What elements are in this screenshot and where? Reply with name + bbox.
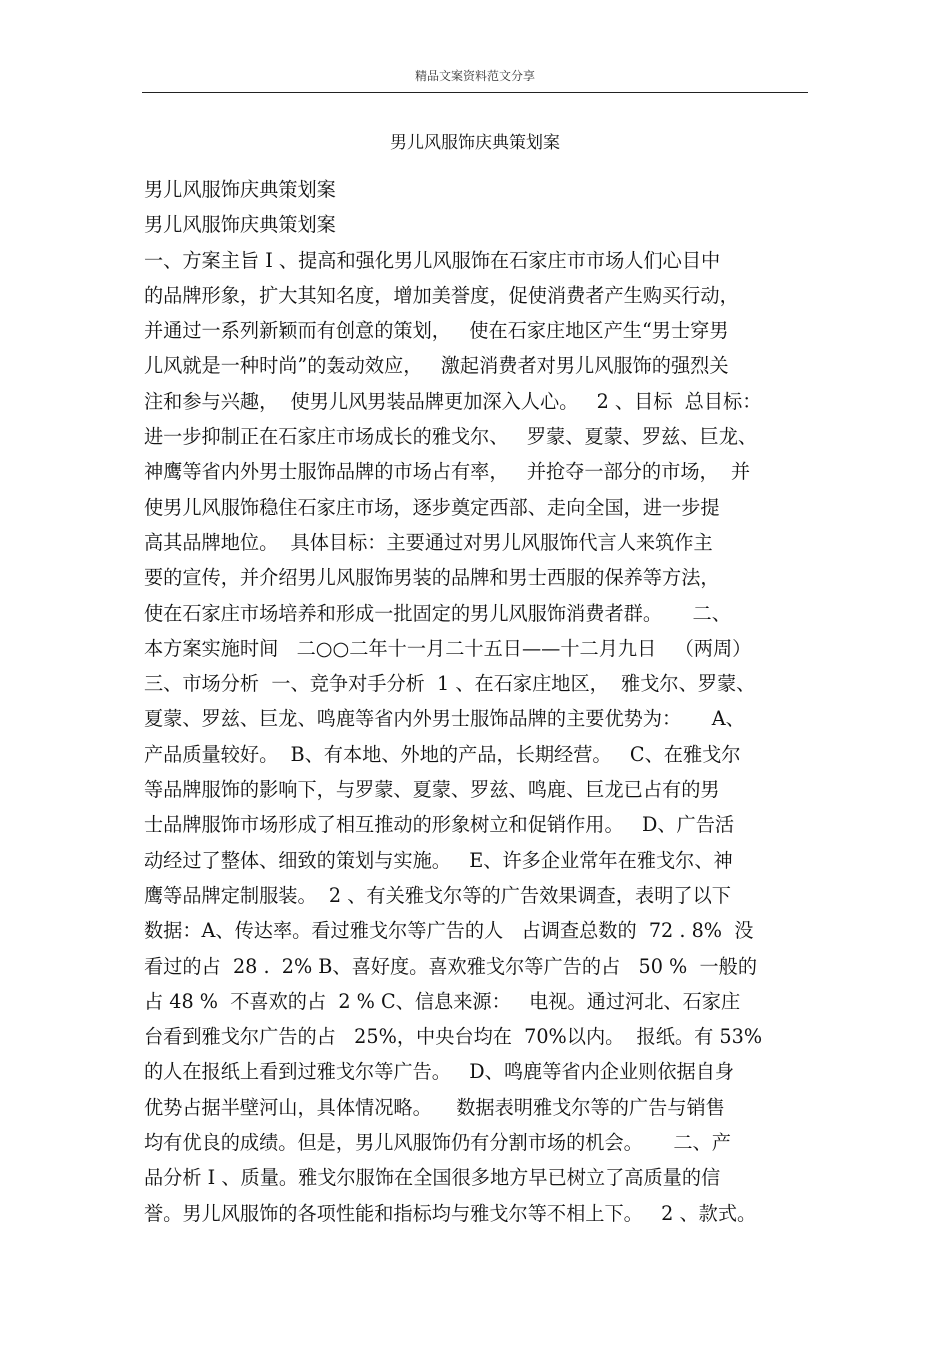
text-line: 士品牌服饰市场形成了相互推动的形象树立和促销作用。 D、广告活 [144, 813, 735, 837]
text-line: 男儿风服饰庆典策划案 [144, 213, 336, 237]
text-line: 男儿风服饰庆典策划案 [144, 178, 336, 201]
text-line: 一、方案主旨 Ⅰ 、提高和强化男儿风服饰在石家庄市市场人们心目中 [144, 248, 721, 272]
text-line: 儿风就是一种时尚”的轰动效应， 激起消费者对男儿风服饰的强烈关 [144, 354, 729, 378]
text-line: 誉。男儿风服饰的各项性能和指标均与雅戈尔等不相上下。 2 、款式。 [144, 1201, 757, 1225]
text-line: 使在石家庄市场培养和形成一批固定的男儿风服饰消费者群。 二、 [144, 601, 731, 625]
text-line: 占 48 % 不喜欢的占 2 % C、信息来源： 电视。通过河北、石家庄 [144, 989, 741, 1013]
document-title: 男儿风服饰庆典策划案 [390, 133, 560, 153]
text-line: 均有优良的成绩。但是，男儿风服饰仍有分割市场的机会。 二、产 [144, 1131, 731, 1155]
text-line: 的人在报纸上看到过雅戈尔等广告。 D、鸣鹿等省内企业则依据自身 [144, 1060, 735, 1084]
text-line: 高其品牌地位。 具体目标：主要通过对男儿风服饰代言人来筑作主 [144, 530, 713, 554]
text-line: 看过的占 28 . 2% B、喜好度。喜欢雅戈尔等广告的占 50 % 一般的 [144, 954, 758, 978]
text-line: 等品牌服饰的影响下，与罗蒙、夏蒙、罗兹、鸣鹿、巨龙已占有的男 [144, 778, 720, 802]
text-line: 台看到雅戈尔广告的占 25%，中央台均在 70%以内。 报纸。有 53% [144, 1025, 763, 1049]
text-line: 动经过了整体、细致的策划与实施。 E、许多企业常年在雅戈尔、神 [144, 848, 733, 872]
document-body [144, 172, 814, 1231]
text-line: 本方案实施时间 二○○二年十一月二十五日——十二月九日 （两周） [144, 636, 752, 660]
text-line: 神鹰等省内外男士服饰品牌的市场占有率， 并抢夺一部分的市场， 并 [144, 460, 751, 484]
text-line: 使男儿风服饰稳住石家庄市场，逐步奠定西部、走向全国，进一步提 [144, 495, 720, 519]
text-line: 注和参与兴趣， 使男儿风男装品牌更加深入人心。 2 、目标 总目标： [144, 389, 762, 413]
page-header-text: 精品文案资料范文分享 [414, 69, 535, 83]
text-line: 优势占据半壁河山，具体情况略。 数据表明雅戈尔等的广告与销售 [144, 1095, 725, 1119]
text-line: 三、市场分析 一、竞争对手分析 1 、在石家庄地区， 雅戈尔、罗蒙、 [144, 672, 756, 696]
text-line: 的品牌形象，扩大其知名度，增加美誉度，促使消费者产生购买行动， [144, 283, 739, 307]
page-header [142, 60, 808, 93]
text-line: 产品质量较好。 B、有本地、外地的产品，长期经营。 C、在雅戈尔 [144, 742, 741, 766]
text-line: 品分析 Ⅰ 、质量。雅戈尔服饰在全国很多地方早已树立了高质量的信 [144, 1166, 721, 1190]
text-line: 并通过一系列新颖而有创意的策划， 使在石家庄地区产生“男士穿男 [144, 319, 729, 343]
text-line: 鹰等品牌定制服装。 2 、有关雅戈尔等的广告效果调查，表明了以下 [144, 883, 731, 907]
text-line: 进一步抑制正在石家庄市场成长的雅戈尔、 罗蒙、夏蒙、罗兹、巨龙、 [144, 425, 758, 449]
text-line: 数据：A、传达率。看过雅戈尔等广告的人 占调查总数的 72 . 8% 没 [144, 919, 754, 943]
text-line: 夏蒙、罗兹、巨龙、鸣鹿等省内外男士服饰品牌的主要优势为： A、 [144, 707, 745, 731]
text-line: 要的宣传，并介绍男儿风服饰男装的品牌和男士西服的保养等方法， [144, 566, 720, 590]
